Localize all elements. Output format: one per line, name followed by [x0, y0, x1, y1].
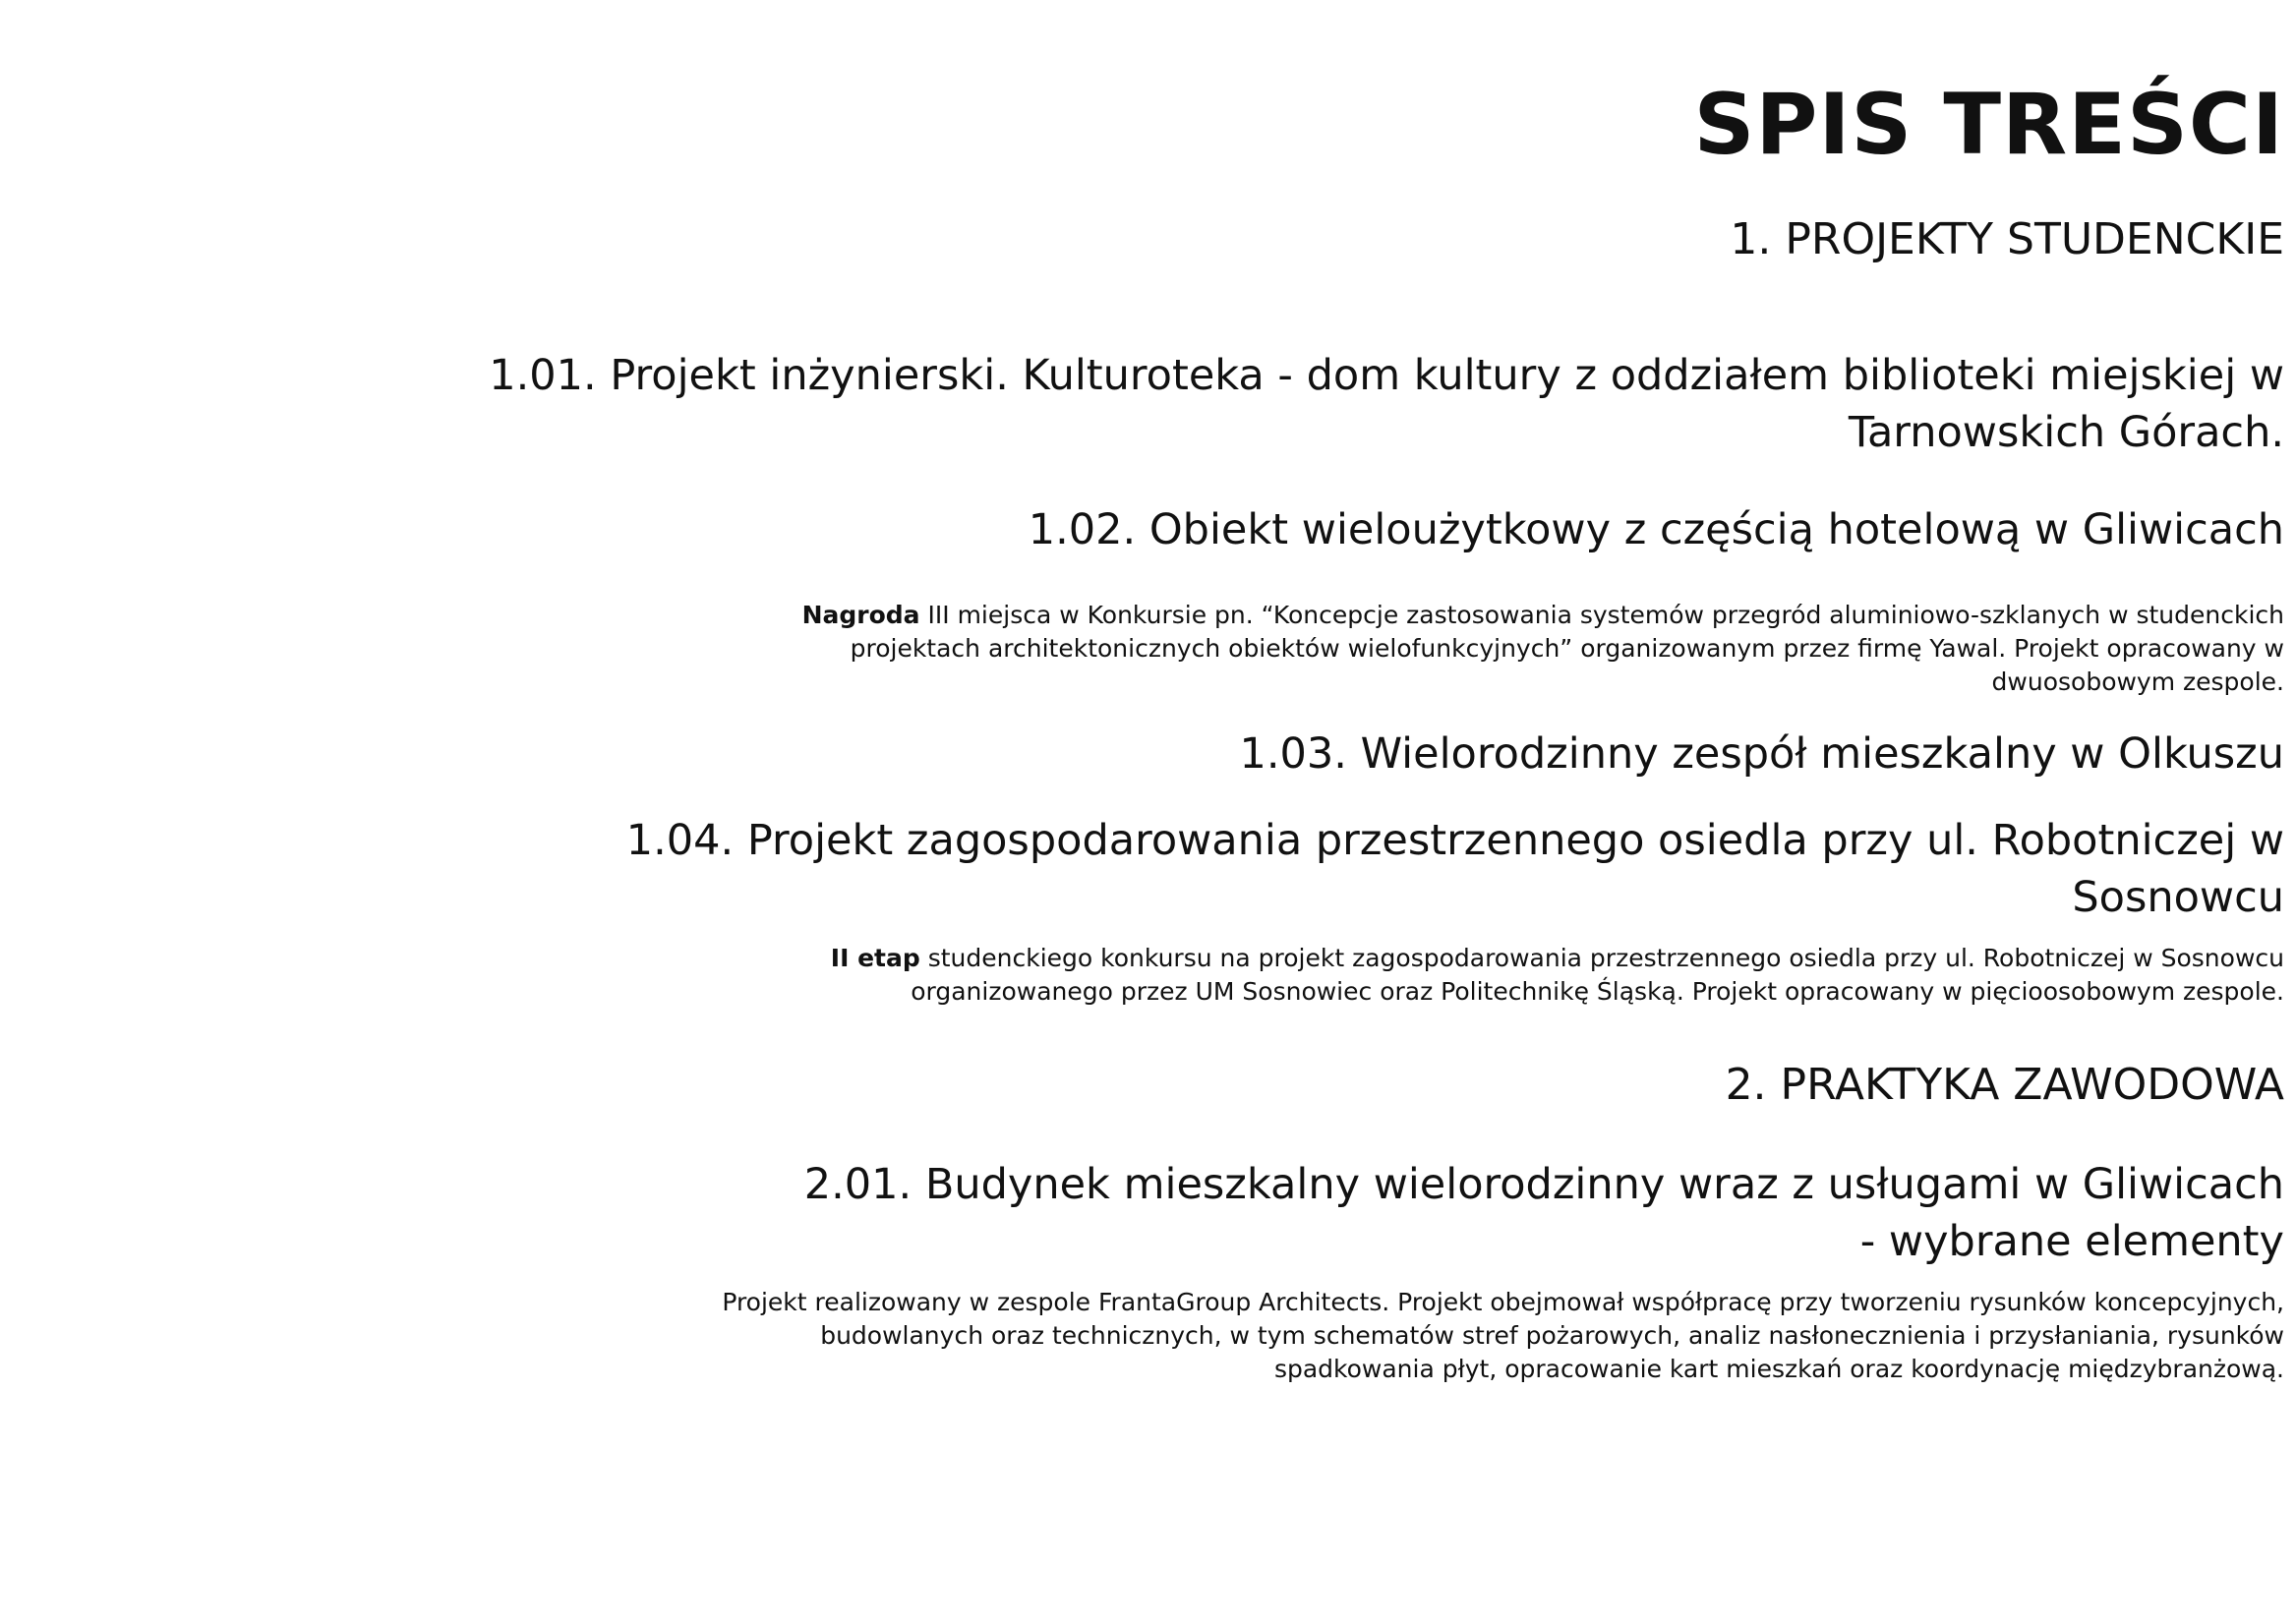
toc-item-1-04-description [831, 942, 2284, 1009]
toc-item-1-04 [626, 812, 2284, 926]
description-line: Projekt realizowany w zespole FrantaGroup Architects. Projekt obejmował współpracę przy tworzeniu rysunków koncepcyjnych, [722, 1288, 2284, 1316]
description-line [831, 942, 2284, 975]
description-line [802, 599, 2284, 632]
toc-item-line: - wybrane elementy [1859, 1217, 2284, 1266]
description-line: dwuosobowym zespole. [1991, 667, 2284, 696]
description-line: organizowanego przez UM Sosnowiec oraz Politechnikę Śląską. Projekt opracowany w pięcioosobowym zespole. [911, 977, 2284, 1006]
toc-item-1-03 [1240, 725, 2284, 783]
toc-item-line: 1.04. Projekt zagospodarowania przestrzennego osiedla przy ul. Robotniczej w [625, 816, 2284, 865]
description-line: budowlanych oraz technicznych, w tym schematów stref pożarowych, analiz nasłonecznienia i przysłaniania, rysunków [820, 1321, 2284, 1350]
toc-item-line: 1.01. Projekt inżynierski. Kulturoteka - dom kultury z oddziałem biblioteki miejskiej w [489, 351, 2284, 400]
description-line: spadkowania płyt, opracowanie kart mieszkań oraz koordynację międzybranżową. [1273, 1355, 2284, 1383]
toc-item-line: 1.03. Wielorodzinny zespół mieszkalny w Olkuszu [1239, 729, 2284, 779]
toc-item-line: 1.02. Obiekt wieloużytkowy z częścią hotelową w Gliwicach [1028, 505, 2284, 554]
toc-item-1-01 [489, 347, 2284, 461]
page-title: SPIS TREŚCI [1693, 76, 2284, 174]
toc-item-line: Sosnowcu [2072, 873, 2284, 922]
toc-item-1-02-description [802, 599, 2284, 699]
description-text: III miejsca w Konkursie pn. “Koncepcje zastosowania systemów przegród aluminiowo-szklanych w studenckich [919, 601, 2284, 629]
toc-item-2-01 [804, 1156, 2284, 1270]
section-heading-projekty-studenckie: 1. PROJEKTY STUDENCKIE [1730, 214, 2284, 264]
toc-item-2-01-description [722, 1286, 2284, 1386]
toc-item-1-02 [1029, 501, 2284, 558]
toc-item-line: Tarnowskich Górach. [1848, 408, 2284, 457]
description-line: projektach architektonicznych obiektów wielofunkcyjnych” organizowanym przez firmę Yawal. Projekt opracowany w [850, 634, 2284, 663]
section-heading-praktyka-zawodowa: 2. PRAKTYKA ZAWODOWA [1725, 1060, 2284, 1110]
description-bold-label: Nagroda [801, 601, 920, 629]
description-bold-label: II etap [830, 944, 920, 972]
description-text: studenckiego konkursu na projekt zagospodarowania przestrzennego osiedla przy ul. Robotniczej w Sosnowcu [919, 944, 2284, 972]
toc-item-line: 2.01. Budynek mieszkalny wielorodzinny wraz z usługami w Gliwicach [803, 1160, 2284, 1209]
